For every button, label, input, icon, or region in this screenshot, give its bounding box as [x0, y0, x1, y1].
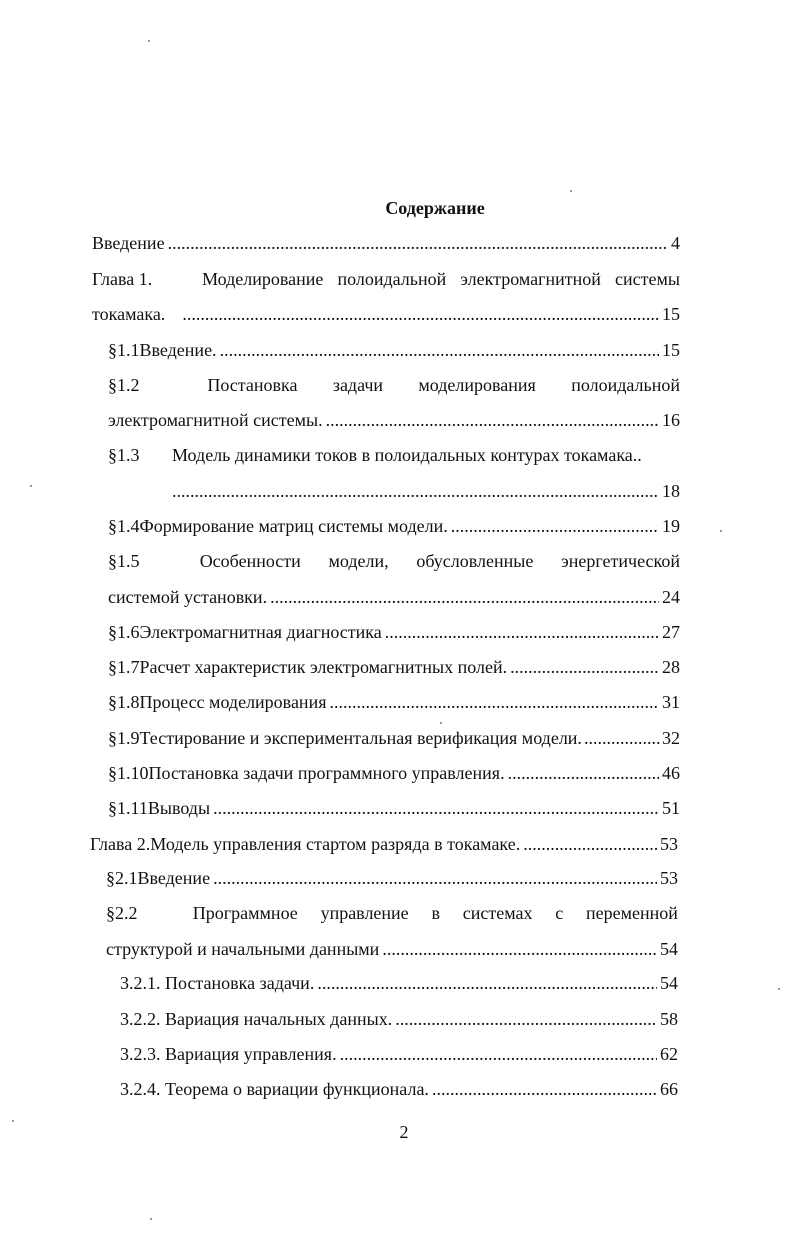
- dot-leader: [523, 832, 657, 856]
- dot-leader: [326, 408, 659, 432]
- section-title: Введение.: [139, 340, 217, 360]
- scan-speck: [570, 190, 572, 192]
- subsection-title: 3.2.4. Теорема о вариации функционала.: [120, 1079, 429, 1099]
- scan-speck: [150, 1218, 152, 1220]
- section-number: §1.6: [108, 622, 140, 642]
- subsection-title: 3.2.2. Вариация начальных данных.: [120, 1009, 393, 1029]
- toc-page-number: 15: [662, 304, 680, 324]
- toc-page-number: 54: [660, 973, 678, 993]
- toc-section-1-8[interactable]: [108, 690, 680, 714]
- toc-page-number: 51: [662, 798, 680, 818]
- dot-leader: [168, 231, 668, 255]
- section-title: Формирование матриц системы модели.: [139, 516, 448, 536]
- dot-leader: [172, 479, 659, 503]
- dot-leader: [329, 690, 659, 714]
- section-title: Постановка задачи программного управления.: [148, 763, 505, 783]
- dot-leader: [385, 620, 659, 644]
- toc-page-number: 53: [660, 834, 678, 854]
- toc-section-1-5-cont[interactable]: [108, 585, 680, 609]
- toc-subsection-3-2-2[interactable]: [120, 1007, 678, 1031]
- section-title-word: Программное: [192, 903, 298, 923]
- dot-leader: [508, 761, 659, 785]
- section-title: Процесс моделирования: [139, 692, 327, 712]
- section-title-word: модели,: [328, 551, 389, 571]
- dot-leader: [317, 971, 657, 995]
- section-title-word: с: [555, 903, 564, 923]
- toc-chapter-1-cont[interactable]: [92, 302, 680, 326]
- toc-page-number: 31: [662, 692, 680, 712]
- dot-leader: [395, 1007, 657, 1031]
- toc-chapter-2[interactable]: [90, 832, 678, 856]
- toc-section-1-3[interactable]: [108, 443, 680, 467]
- toc-subsection-3-2-4[interactable]: [120, 1077, 678, 1101]
- toc-page-number: 15: [662, 340, 680, 360]
- section-title-cont: электромагнитной системы.: [108, 410, 323, 430]
- section-title-word: полоидальной: [571, 375, 680, 395]
- dot-leader: [510, 655, 659, 679]
- section-number: §1.4: [108, 516, 140, 536]
- section-title: Расчет характеристик электромагнитных полей.: [139, 657, 508, 677]
- section-title: Модель динамики токов в полоидальных контурах токамака..: [172, 445, 642, 465]
- scan-speck: [778, 988, 780, 990]
- section-title-word: переменной: [586, 903, 678, 923]
- toc-page-number: 24: [662, 587, 680, 607]
- section-title-cont: системой установки.: [108, 587, 268, 607]
- dot-leader: [382, 937, 657, 961]
- toc-subsection-3-2-1[interactable]: [120, 971, 678, 995]
- section-title: Выводы: [147, 798, 211, 818]
- scan-speck: [30, 485, 32, 487]
- toc-section-1-5[interactable]: [108, 549, 680, 573]
- scan-speck: [720, 530, 722, 532]
- toc-page-number: 16: [662, 410, 680, 430]
- toc-section-1-2[interactable]: [108, 373, 680, 397]
- chapter-title-word: электромагнитной: [460, 269, 601, 289]
- dot-leader: [213, 866, 657, 890]
- dot-leader: [220, 338, 659, 362]
- section-number: §2.1: [106, 868, 138, 888]
- toc-entry-intro[interactable]: [92, 231, 680, 255]
- chapter-label: Глава 2.: [90, 834, 151, 854]
- section-number: §2.2: [106, 903, 138, 923]
- section-title-word: управление: [320, 903, 409, 923]
- toc-page-number: 28: [662, 657, 680, 677]
- section-number: §1.9: [108, 728, 140, 748]
- dot-leader: [270, 585, 659, 609]
- toc-page-number: 62: [660, 1044, 678, 1064]
- toc-page-number: 54: [660, 939, 678, 959]
- dot-leader: [213, 796, 659, 820]
- toc-page-number: 32: [662, 728, 680, 748]
- toc-page-number: 19: [662, 516, 680, 536]
- toc-page-number: 66: [660, 1079, 678, 1099]
- section-title-word: Особенности: [199, 551, 301, 571]
- chapter-title-word: системы: [615, 269, 680, 289]
- section-title-word: системах: [462, 903, 533, 923]
- toc-section-1-6[interactable]: [108, 620, 680, 644]
- section-title-word: Постановка: [207, 375, 298, 395]
- toc-page-number: 18: [662, 481, 680, 501]
- page-number: 2: [399, 1122, 409, 1142]
- toc-section-1-9[interactable]: [108, 726, 680, 750]
- section-title-word: задачи: [332, 375, 384, 395]
- toc-page-number: 27: [662, 622, 680, 642]
- section-number: §1.10: [108, 763, 149, 783]
- section-title: Введение: [137, 868, 211, 888]
- section-title: Электромагнитная диагностика: [139, 622, 382, 642]
- section-number: §1.11: [108, 798, 148, 818]
- toc-section-1-11[interactable]: [108, 796, 680, 820]
- toc-page-number: 4: [671, 233, 680, 253]
- toc-entry-text: Введение: [92, 233, 165, 253]
- toc-section-1-1[interactable]: [108, 338, 680, 362]
- toc-page-number: 58: [660, 1009, 678, 1029]
- toc-section-2-2[interactable]: [106, 901, 678, 925]
- section-title: Тестирование и экспериментальная верификация модели.: [139, 728, 582, 748]
- section-number: §1.3: [108, 445, 140, 465]
- dot-leader: [432, 1077, 657, 1101]
- section-title-word: в: [431, 903, 440, 923]
- dot-leader: [182, 302, 659, 326]
- chapter-title: Модель управления стартом разряда в токамаке.: [150, 834, 521, 854]
- chapter-title-word: Моделирование: [202, 269, 324, 289]
- dot-leader: [340, 1042, 657, 1066]
- section-number: §1.7: [108, 657, 140, 677]
- section-title-cont: структурой и начальными данными: [106, 939, 380, 959]
- section-title-word: энергетической: [561, 551, 680, 571]
- scan-speck: [12, 1120, 14, 1122]
- toc-section-1-2-cont[interactable]: [108, 408, 680, 432]
- subsection-title: 3.2.1. Постановка задачи.: [120, 973, 315, 993]
- section-number: §1.5: [108, 551, 140, 571]
- toc-page-number: 53: [660, 868, 678, 888]
- chapter-title-word: полоидальной: [337, 269, 447, 289]
- toc-section-2-1[interactable]: [106, 866, 678, 890]
- scan-speck: [440, 722, 442, 724]
- toc-section-1-3-cont[interactable]: [172, 479, 680, 503]
- section-number: §1.2: [108, 375, 140, 395]
- toc-section-1-10[interactable]: [108, 761, 680, 785]
- subsection-title: 3.2.3. Вариация управления.: [120, 1044, 337, 1064]
- toc-subsection-3-2-3[interactable]: [120, 1042, 678, 1066]
- toc-section-2-2-cont[interactable]: [106, 937, 678, 961]
- dot-leader: [584, 726, 660, 750]
- section-title-word: обусловленные: [416, 551, 534, 571]
- toc-chapter-1[interactable]: [92, 267, 680, 291]
- chapter-label: Глава 1.: [92, 269, 153, 289]
- toc-page-number: 46: [662, 763, 680, 783]
- section-number: §1.8: [108, 692, 140, 712]
- toc-section-1-4[interactable]: [108, 514, 680, 538]
- chapter-title-cont: токамака.: [92, 304, 166, 324]
- section-number: §1.1: [108, 340, 140, 360]
- toc-title: Содержание: [385, 198, 485, 218]
- scan-speck: [148, 40, 150, 42]
- dot-leader: [451, 514, 659, 538]
- toc-section-1-7[interactable]: [108, 655, 680, 679]
- section-title-word: моделирования: [418, 375, 536, 395]
